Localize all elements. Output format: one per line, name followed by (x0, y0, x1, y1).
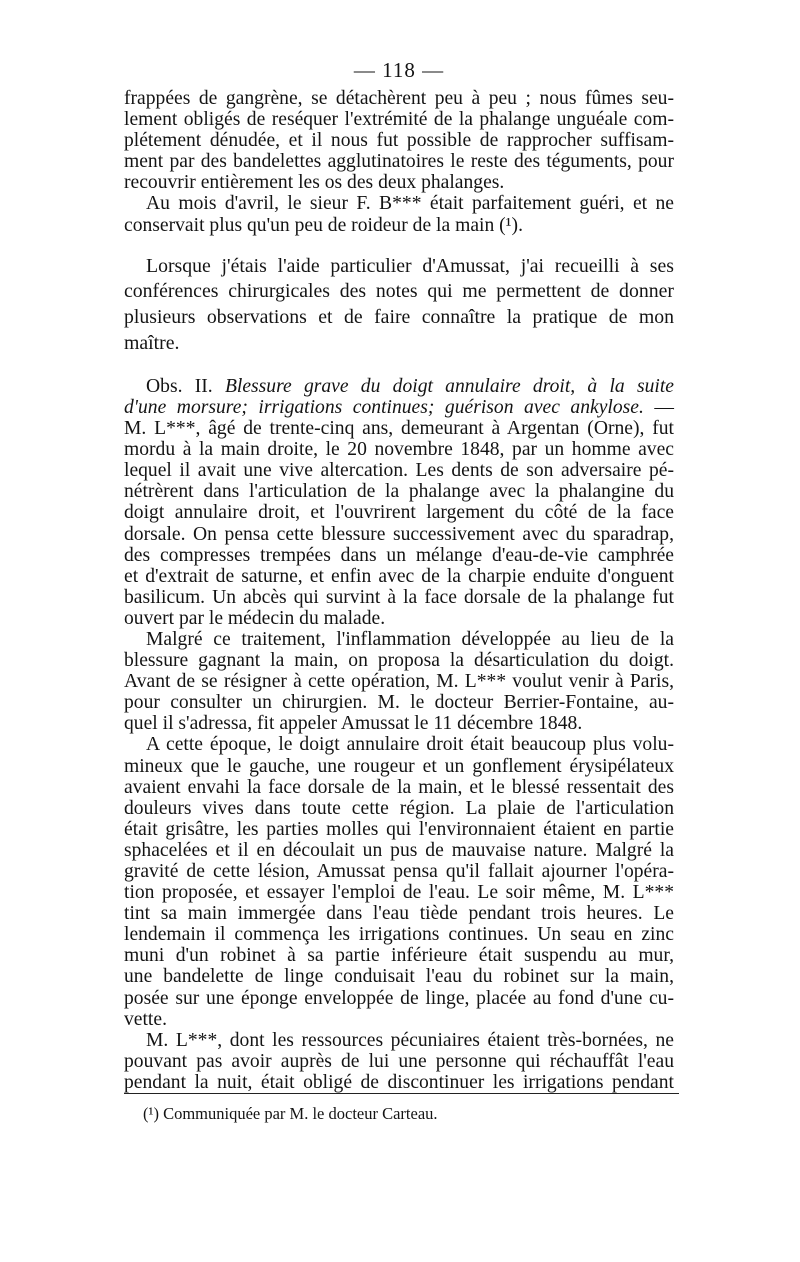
text-line: doigt annulaire droit, et l'ouvrirent largement du côté de la face (124, 502, 674, 524)
text-line: conservait plus qu'un peu de roideur de la main (¹). (124, 214, 523, 236)
footnote-divider (124, 1093, 679, 1094)
text-line: vette. (124, 1008, 167, 1030)
text-line: pour consulter un chirurgien. M. le docteur Berrier-Fontaine, au- (124, 692, 674, 714)
text-line: A cette époque, le doigt annulaire droit était beaucoup plus volu- (146, 734, 674, 756)
footnote (143, 1104, 438, 1124)
text-line: frappées de gangrène, se détachèrent peu à peu ; nous fûmes seu- (124, 88, 674, 109)
text-line: dorsale. On pensa cette blessure successivement avec du sparadrap, (124, 523, 674, 545)
text-line: des compresses trempées dans un mélange d'eau-de-vie camphrée (124, 544, 674, 566)
paragraph-gangrene (124, 88, 674, 193)
text-line: pouvant pas avoir auprès de lui une personne qui réchauffât l'eau (124, 1050, 674, 1072)
text-line: et d'extrait de saturne, et enfin avec de la charpie enduite d'onguent (124, 565, 674, 587)
text-line: ment par des bandelettes agglutinatoires le reste des téguments, pour (124, 151, 674, 173)
text-line: quel il s'adressa, fit appeler Amussat le 11 décembre 1848. (124, 713, 583, 735)
observation-heading-cont (124, 397, 674, 418)
text-line: douleurs vives dans toute cette région. La plaie de l'articulation (124, 797, 674, 819)
em-dash: — (654, 396, 674, 418)
footnote-mark: (¹) (143, 1104, 159, 1123)
observation-title: Blessure grave du doigt annulaire droit, à la suite (224, 375, 674, 397)
text-line: une bandelette de linge conduisait l'eau du robinet sur la main, (124, 966, 674, 988)
text-line: gravité de cette lésion, Amussat pensa qu'il fallait ajourner l'opéra- (124, 861, 674, 882)
text-line: plusieurs observations et de faire connaître la pratique de mon (124, 306, 674, 329)
text-line: nétrèrent dans l'articulation de la phalange avec la phalangine du (124, 481, 674, 503)
text-line: conférences chirurgicales des notes qui me permettent de donner (124, 280, 674, 303)
text-line: maître. (124, 332, 180, 355)
text-line: Malgré ce traitement, l'inflammation développée au lieu de la (146, 628, 674, 650)
observation-section (124, 376, 674, 1093)
text-line: M. L***, âgé de trente-cinq ans, demeurant à Argentan (Orne), fut (124, 418, 674, 440)
footnote-text: Communiquée par M. le docteur Carteau. (163, 1104, 438, 1123)
observation-title: d'une morsure; irrigations continues; guérison avec ankylose. (124, 396, 644, 418)
text-line: mineux que le gauche, une rougeur et un gonflement érysipélateux (124, 755, 674, 777)
text-line: M. L***, dont les ressources pécuniaires étaient très-bornées, ne (146, 1029, 674, 1051)
text-line: posée sur une éponge enveloppée de linge, placée au fond d'une cu- (124, 987, 674, 1009)
text-line: lequel il avait une vive altercation. Les dents de son adversaire pé- (124, 460, 674, 482)
page-number: — 118 — (353, 58, 445, 82)
text-line: ouvert par le médecin du malade. (124, 607, 386, 629)
text-line: Au mois d'avril, le sieur F. B*** était parfaitement guéri, et ne (146, 193, 674, 215)
text-line: avaient envahi la face dorsale de la main, et le blessé ressentait des (124, 776, 674, 798)
text-line: lement obligés de reséquer l'extrémité de la phalange unguéale com- (124, 109, 674, 131)
text-line: tint sa main immergée dans l'eau tiède pendant trois heures. Le (124, 903, 674, 925)
observation-label: Obs. II. (146, 375, 213, 397)
observation-heading (124, 376, 674, 397)
paragraph-intro (124, 254, 674, 357)
text-line: sphacelées et il en découlait un pus de mauvaise nature. Malgré la (124, 839, 674, 861)
text-line: Lorsque j'étais l'aide particulier d'Amussat, j'ai recueilli à ses (146, 254, 674, 277)
text-line: basilicum. Un abcès qui survint à la face dorsale de la phalange fut (124, 586, 674, 608)
text-line: mordu à la main droite, le 20 novembre 1848, par un homme avec (124, 439, 674, 461)
text-line: lendemain il commença les irrigations continues. Un seau en zinc (124, 924, 674, 946)
text-line: était grisâtre, les parties molles qui l'environnaient étaient en partie (124, 818, 674, 840)
paragraph-avril (124, 193, 674, 235)
text-line: pendant la nuit, était obligé de discontinuer les irrigations pendant (124, 1071, 674, 1093)
text-line: recouvrir entièrement les os des deux phalanges. (124, 172, 505, 194)
text-line: Avant de se résigner à cette opération, M. L*** voulut venir à Paris, (124, 671, 674, 693)
text-line: blessure gagnant la main, on proposa la désarticulation du doigt. (124, 650, 674, 672)
text-line: tion proposée, et essayer l'emploi de l'eau. Le soir même, M. L*** (124, 882, 674, 904)
page-body (124, 58, 674, 1093)
text-line: plétement dénudée, et il nous fut possible de rapprocher suffisam- (124, 130, 674, 152)
text-line: muni d'un robinet à sa partie inférieure était suspendu au mur, (124, 945, 674, 967)
